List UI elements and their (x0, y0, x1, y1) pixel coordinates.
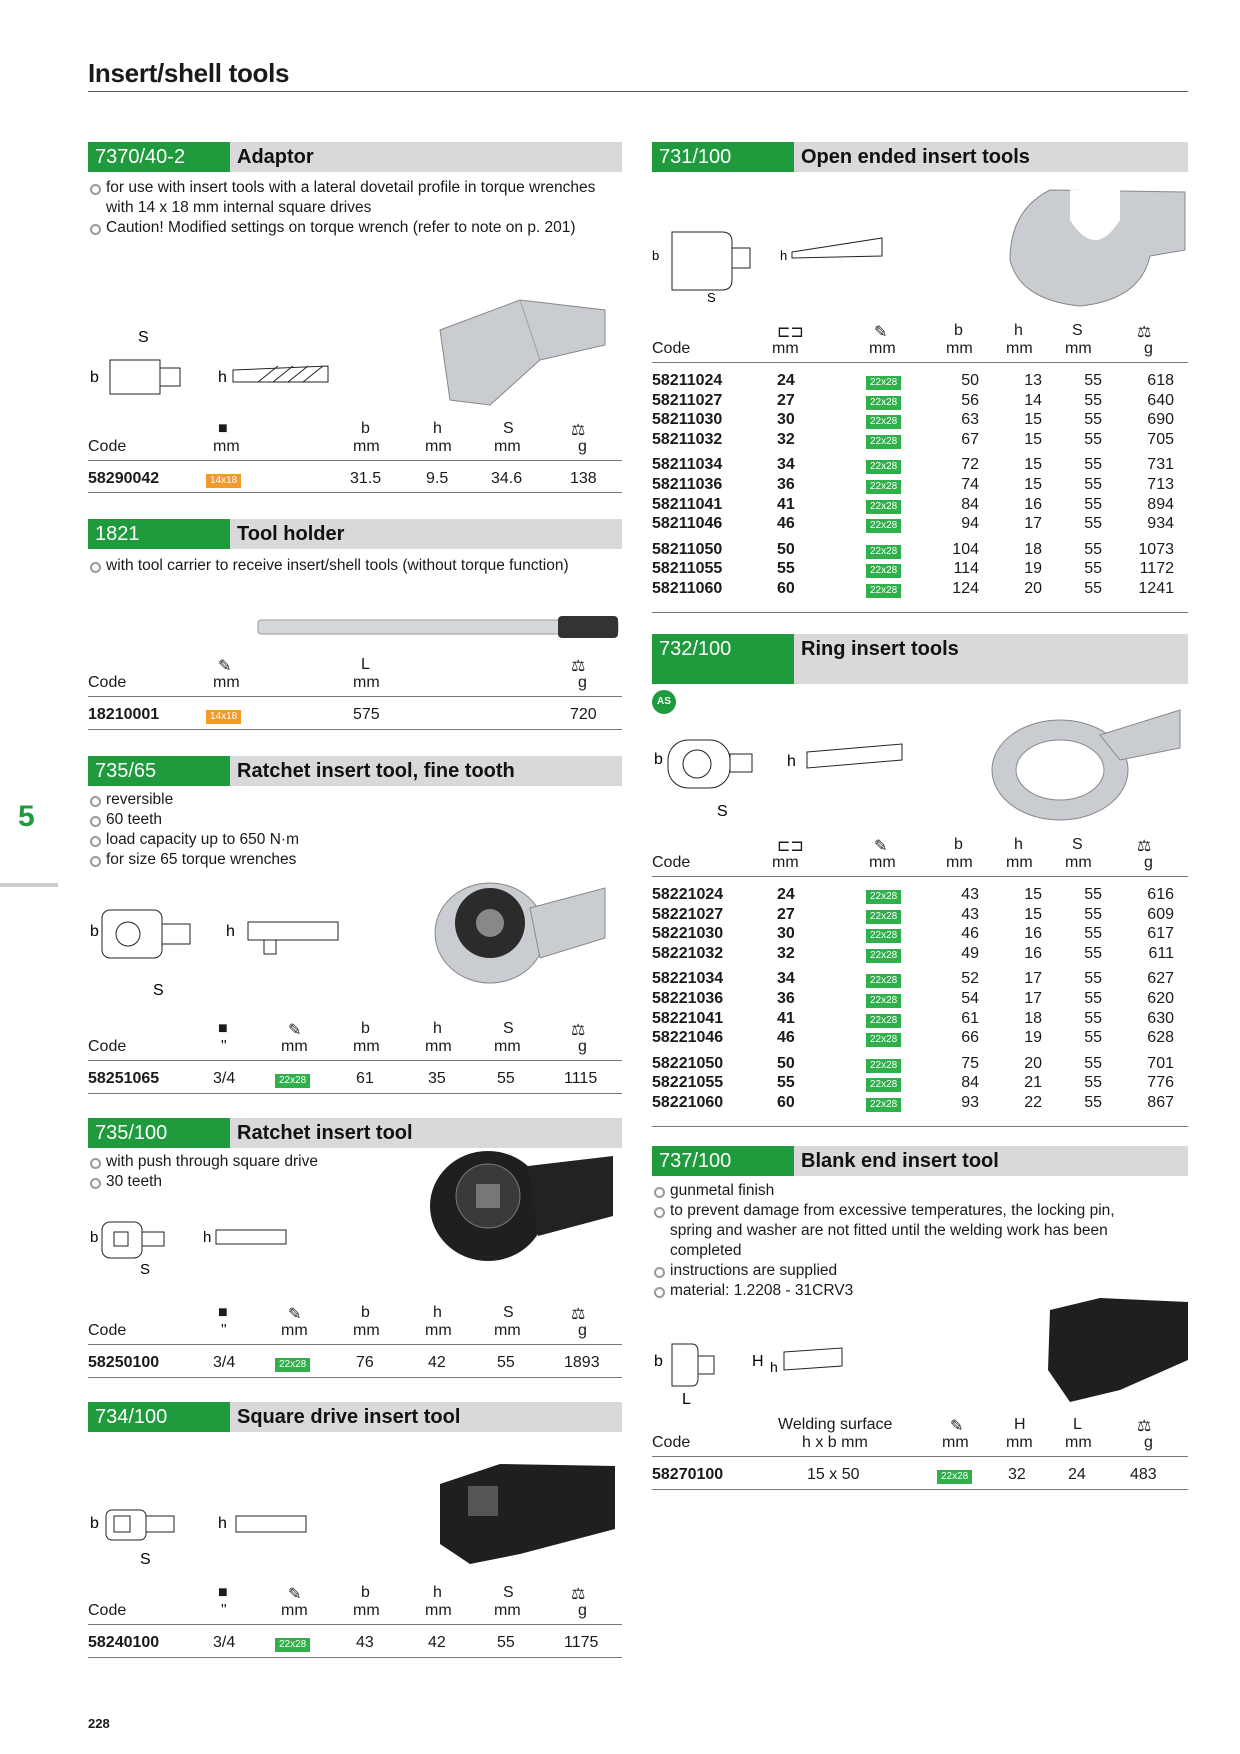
ratchet-100-photo (428, 1146, 618, 1276)
chapter-tab: 5 (18, 800, 35, 833)
section-code: 731/100 (652, 142, 794, 172)
svg-text:h: h (203, 1229, 212, 1246)
torque-icon: ✎ (874, 838, 888, 855)
ring-dimension-drawing (652, 738, 912, 823)
ratchet-photo (430, 878, 610, 1008)
square-drive-photo (430, 1454, 620, 1584)
square-drive-icon: ■ (218, 1020, 228, 1037)
table-row: 58270100 15 x 50 22x28 32 24 483 (652, 1466, 1157, 1483)
table-row: 58221046 46 22x28 66 19 55 628 (652, 1029, 1174, 1047)
wrench-size-icon: ⊏⊐ (777, 838, 804, 855)
weight-icon: ⚖ (1137, 324, 1152, 341)
svg-text:S: S (140, 1551, 151, 1568)
svg-text:S: S (153, 982, 164, 999)
table-row: 58211055 55 22x28 114 19 55 1172 (652, 560, 1174, 578)
square-drive-icon: ■ (218, 1584, 228, 1601)
weight-icon: ⚖ (1137, 1418, 1152, 1435)
page-title: Insert/shell tools (88, 58, 290, 88)
section-code: 1821 (88, 519, 230, 549)
table-row: 58211034 34 22x28 72 15 55 731 (652, 456, 1174, 474)
section-code: 735/65 (88, 756, 230, 786)
adaptor-dimension-drawing (88, 330, 338, 410)
section-header-1821 (88, 519, 622, 549)
table-row: 58221024 24 22x28 43 15 55 616 (652, 886, 1174, 903)
svg-text:L: L (682, 1391, 691, 1408)
table-row: 58221041 41 22x28 61 18 55 630 (652, 1009, 1174, 1027)
torque-icon: ✎ (218, 658, 232, 675)
section-name: Square drive insert tool (237, 1406, 461, 1428)
svg-text:S: S (707, 290, 716, 305)
table-row: 58221055 55 22x28 84 21 55 776 (652, 1074, 1174, 1092)
svg-text:b: b (654, 751, 663, 768)
feature-list (88, 556, 622, 576)
section-code: 735/100 (88, 1118, 230, 1148)
feature-list (88, 1152, 448, 1192)
section-code: 7370/40-2 (88, 142, 230, 172)
table-1821: ✎ L ⚖ Code mm mm g 18210001 14x18 575 720 (88, 656, 622, 730)
weight-icon: ⚖ (571, 1586, 586, 1603)
feature-item: for size 65 torque wrenches (88, 850, 448, 870)
section-header-737-100 (652, 1146, 1188, 1176)
svg-text:h: h (770, 1359, 778, 1375)
ring-photo (990, 700, 1185, 825)
table-row: 58221032 32 22x28 49 16 55 611 (652, 944, 1174, 962)
section-name: Ratchet insert tool (237, 1122, 413, 1144)
table-row: 58240100 3/4 22x28 43 42 55 1175 (88, 1634, 599, 1651)
square-drive-dimension-drawing (88, 1500, 308, 1570)
table-row: 58211027 27 22x28 56 14 55 640 (652, 391, 1174, 409)
page-number: 228 (88, 1716, 110, 1731)
torque-icon: ✎ (288, 1022, 302, 1039)
table-731-100: ⊏⊐ ✎ b h S ⚖ Code mm mm mm mm mm g 58211024 24 22x28 50 13 55 618 58211027 27 22x28 56 14 55 640 58211030 30 22x28 63 15 55 690 58211032 32 22x28 67 15 55 705 58211034 34 22x28 72 15 55 731 58211036 36 22x28 74 15 55 713 58211041 41 22x28 84 16 55 894 58211046 46 22x28 94 17 55 934 58211050 50 22x28 104 18 55 1073 58211055 55 22x28 114 19 55 1172 58211060 60 22x28 124 20 55 1241 (652, 322, 1188, 612)
ratchet-dimension-drawing (88, 900, 348, 1000)
svg-text:b: b (654, 1353, 663, 1370)
feature-item: 30 teeth (88, 1172, 448, 1192)
section-header-734-100 (88, 1402, 622, 1432)
table-row: 58211060 60 22x28 124 20 55 1241 (652, 580, 1174, 597)
dim-label: b (90, 369, 99, 386)
torque-icon: ✎ (874, 324, 888, 341)
torque-icon: ✎ (288, 1586, 302, 1603)
table-row: 58221034 34 22x28 52 17 55 627 (652, 970, 1174, 988)
table-7370: ■ b h S ⚖ Code mm mm mm mm g 58290042 14x18 31.5 9.5 34.6 138 (88, 420, 622, 492)
feature-list (88, 178, 608, 238)
svg-text:H: H (752, 1353, 764, 1370)
table-row: 58211024 24 22x28 50 13 55 618 (652, 372, 1174, 389)
table-row: 18210001 14x18 575 720 (88, 706, 597, 723)
table-row: 58211032 32 22x28 67 15 55 705 (652, 430, 1174, 448)
feature-list (652, 1181, 1152, 1301)
section-name: Ratchet insert tool, fine tooth (237, 760, 515, 782)
section-code: 732/100 (652, 634, 794, 684)
open-ended-dimension-drawing (652, 222, 892, 305)
tool-holder-photo (258, 612, 618, 648)
weight-icon: ⚖ (571, 422, 586, 439)
section-header-732-100 (652, 634, 1188, 684)
table-row: 58290042 14x18 31.5 9.5 34.6 138 (88, 470, 597, 487)
section-name: Open ended insert tools (801, 146, 1030, 168)
feature-item: reversible (88, 790, 448, 810)
svg-text:b: b (90, 1229, 99, 1246)
feature-item: load capacity up to 650 N·m (88, 830, 448, 850)
svg-text:h: h (780, 248, 788, 263)
table-row: 58211036 36 22x28 74 15 55 713 (652, 476, 1174, 493)
adaptor-photo (430, 290, 610, 420)
wrench-size-icon: ⊏⊐ (777, 324, 804, 341)
section-header-735-65 (88, 756, 622, 786)
title-rule (88, 91, 1188, 92)
torque-icon: ✎ (288, 1306, 302, 1323)
table-row: 58221030 30 22x28 46 16 55 617 (652, 925, 1174, 943)
section-name: Tool holder (237, 523, 345, 545)
feature-item: Caution! Modified settings on torque wrench (refer to note on p. 201) (88, 218, 608, 238)
table-row: 58211046 46 22x28 94 17 55 934 (652, 515, 1174, 533)
table-row: 58221027 27 22x28 43 15 55 609 (652, 905, 1174, 923)
section-code: 737/100 (652, 1146, 794, 1176)
open-ended-photo (1000, 180, 1190, 310)
feature-item: 60 teeth (88, 810, 448, 830)
square-drive-icon: ■ (218, 420, 228, 437)
dim-label: h (218, 369, 227, 386)
section-header-735-100 (88, 1118, 622, 1148)
svg-text:S: S (717, 803, 728, 820)
section-name: Ring insert tools (801, 638, 959, 660)
torque-icon: ✎ (950, 1418, 964, 1435)
svg-text:b: b (90, 1515, 99, 1532)
feature-item: with tool carrier to receive insert/shell tools (without torque function) (88, 556, 622, 576)
square-drive-icon: ■ (218, 1304, 228, 1321)
weight-icon: ⚖ (571, 658, 586, 675)
ratchet-100-dimension-drawing (88, 1218, 298, 1278)
feature-list (88, 790, 448, 870)
table-row: 58250100 3/4 22x28 76 42 55 1893 (88, 1354, 600, 1371)
svg-text:h: h (787, 753, 796, 770)
section-code: 734/100 (88, 1402, 230, 1432)
table-735-65: ■ ✎ b h S ⚖ Code " mm mm mm mm g 58251065 3/4 22x28 61 35 55 1115 (88, 1020, 622, 1094)
table-row: 58211030 30 22x28 63 15 55 690 (652, 411, 1174, 429)
svg-text:h: h (226, 923, 235, 940)
table-row: 58221060 60 22x28 93 22 55 867 (652, 1094, 1174, 1111)
section-header-731-100 (652, 142, 1188, 172)
feature-item: for use with insert tools with a lateral dovetail profile in torque wrenches with 14 x 18 mm internal square drives (88, 178, 608, 218)
weight-icon: ⚖ (1137, 838, 1152, 855)
section-name: Adaptor (237, 146, 314, 168)
table-row: 58211041 41 22x28 84 16 55 894 (652, 495, 1174, 513)
as-badge-icon: AS (652, 690, 676, 714)
section-name: Blank end insert tool (801, 1150, 999, 1172)
table-734-100: ■ ✎ b h S ⚖ Code " mm mm mm mm g 58240100 3/4 22x28 43 42 55 1175 (88, 1584, 622, 1658)
chapter-tab-rule (0, 883, 58, 887)
svg-text:b: b (90, 923, 99, 940)
weight-icon: ⚖ (571, 1306, 586, 1323)
feature-item: with push through square drive (88, 1152, 448, 1172)
table-row: 58221036 36 22x28 54 17 55 620 (652, 990, 1174, 1007)
table-732-100: ⊏⊐ ✎ b h S ⚖ Code mm mm mm mm mm g 58221024 24 22x28 43 15 55 616 58221027 27 22x28 43 15 55 609 58221030 30 22x28 46 16 55 617 58221032 32 22x28 49 16 55 611 58221034 34 22x28 52 17 55 627 58221036 36 22x28 54 17 55 620 58221041 41 22x28 61 18 55 630 58221046 46 22x28 66 19 55 628 58221050 50 22x28 75 20 55 701 58221055 55 22x28 84 21 55 776 58221060 60 22x28 93 22 55 867 (652, 836, 1188, 1126)
svg-text:b: b (652, 248, 660, 263)
svg-text:S: S (140, 1261, 151, 1278)
feature-item: material: 1.2208 - 31CRV3 (652, 1281, 1152, 1301)
weight-icon: ⚖ (571, 1022, 586, 1039)
table-row: 58221050 50 22x28 75 20 55 701 (652, 1054, 1174, 1072)
table-row: 58211050 50 22x28 104 18 55 1073 (652, 540, 1174, 558)
blank-end-photo (1040, 1290, 1190, 1410)
feature-item: gunmetal finish (652, 1181, 1152, 1201)
feature-item: to prevent damage from excessive temperatures, the locking pin, spring and washer are not fitted until the welding work has been completed (652, 1201, 1152, 1261)
svg-text:h: h (218, 1515, 227, 1532)
feature-item: instructions are supplied (652, 1261, 1152, 1281)
dim-label: S (138, 329, 149, 346)
table-row: 58251065 3/4 22x28 61 35 55 1115 (88, 1070, 598, 1087)
section-header-7370 (88, 142, 622, 172)
table-735-100: ■ ✎ b h S ⚖ Code " mm mm mm mm g 58250100 3/4 22x28 76 42 55 1893 (88, 1304, 622, 1378)
blank-end-dimension-drawing (652, 1330, 852, 1410)
table-737-100: Welding surface ✎ H L ⚖ Code h x b mm mm mm mm g 58270100 15 x 50 22x28 32 24 483 (652, 1416, 1188, 1490)
